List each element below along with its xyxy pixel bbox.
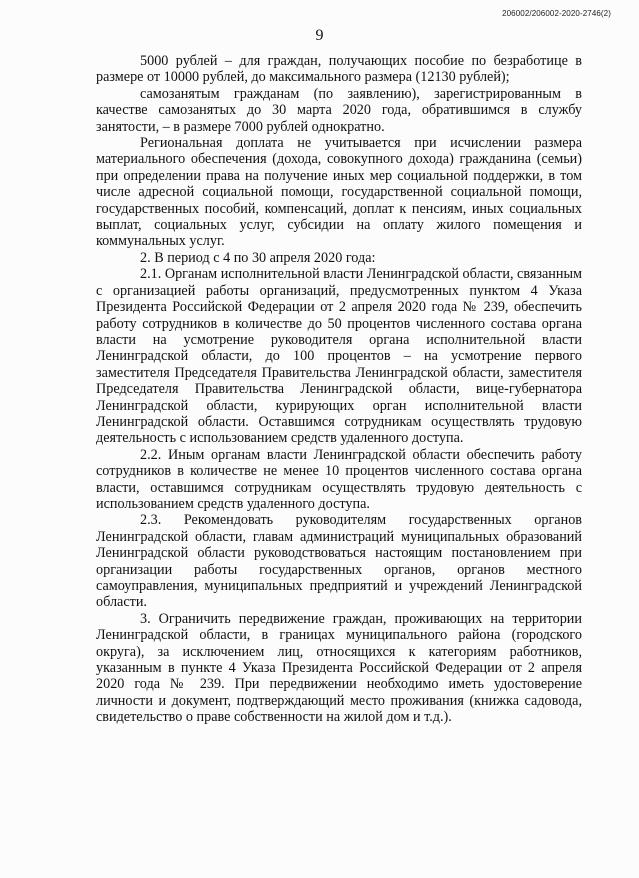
paragraph-benefit-unemployed: 5000 рублей – для граждан, получающих пособие по безработице в размере от 10000 рублей, до максимального размера (12130 рублей); (96, 53, 582, 86)
paragraph-2-3: 2.3. Рекомендовать руководителям государственных органов Ленинградской области, главам администраций муниципальных образований Ленинградской области руководствоваться настоящим постановлением при организации работы государственных органов, органов местного самоуправления, муниципальных предприятий и учреждений Ленинградской области. (96, 512, 582, 611)
paragraph-regional-supplement: Региональная доплата не учитывается при исчислении размера материального обеспечения (дохода, совокупного дохода) гражданина (семьи) при определении права на получение иных мер социальной поддержки, в том числе адресной социальной помощи, государственной социальной помощи, государственных пособий, компенсаций, доплат к пенсиям, иных социальных выплат, социальных услуг, субсидии на оплату жилого помещения и коммунальных услуг. (96, 135, 582, 250)
page-number: 9 (315, 27, 324, 44)
paragraph-2-1: 2.1. Органам исполнительной власти Ленинградской области, связанным с организацией работы организаций, предусмотренных пунктом 4 Указа Президента Российской Федерации от 2 апреля 2020 года № 239, обеспечить работу сотрудников в количестве до 50 процентов численного состава органа власти на усмотрение руководителя органа исполнительной власти Ленинградской области, до 100 процентов – на усмотрение первого заместителя Председателя Правительства Ленинградской области, заместителя Председателя Правительства Ленинградской области, вице-губернатора Ленинградской области, курирующих орган исполнительной власти Ленинградской области. Оставшимся сотрудникам осуществлять трудовую деятельность с использованием средств удаленного доступа. (96, 266, 582, 447)
document-id: 206002/206002-2020-2746(2) (502, 9, 611, 18)
paragraph-self-employed: самозанятым гражданам (по заявлению), зарегистрированным в качестве самозанятых до 30 марта 2020 года, обратившимся в службу занятости, – в размере 7000 рублей однократно. (96, 85, 582, 135)
document-body (96, 53, 582, 726)
paragraph-3: 3. Ограничить передвижение граждан, проживающих на территории Ленинградской области, в границах муниципального района (городского округа), за исключением лиц, относящихся к категориям работников, указанным в пункте 4 Указа Президента Российской Федерации от 2 апреля 2020 года № 239. При передвижении необходимо иметь удостоверение личности и документ, подтверждающий место проживания (книжка садовода, свидетельство о праве собственности на жилой дом и т.д.). (96, 610, 582, 726)
paragraph-period-heading: 2. В период с 4 по 30 апреля 2020 года: (140, 249, 376, 266)
paragraph-2-2: 2.2. Иным органам власти Ленинградской области обеспечить работу сотрудников в количестве не менее 10 процентов численного состава органа власти, оставшимся сотрудникам осуществлять трудовую деятельность с использованием средств удаленного доступа. (96, 446, 582, 512)
